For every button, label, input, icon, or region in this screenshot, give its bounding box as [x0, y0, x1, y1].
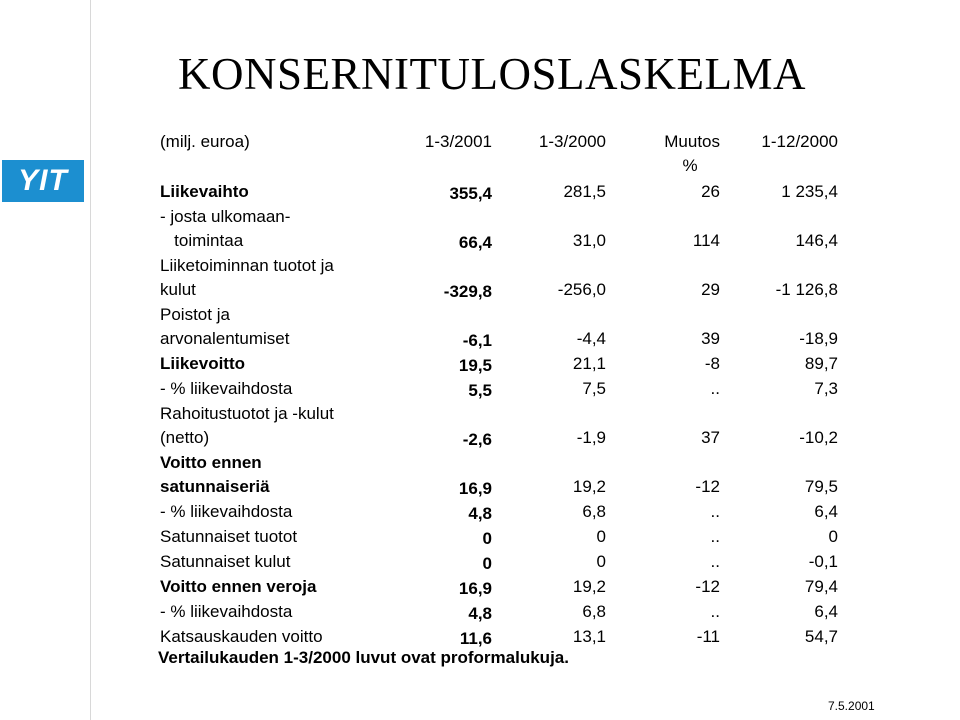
side-band	[0, 0, 91, 720]
table-body	[160, 180, 860, 650]
row-label: - % liikevaihdosta	[160, 602, 293, 621]
header-col-2000: 1-3/2000	[538, 132, 606, 151]
table-row	[160, 303, 860, 352]
row-value-c3: -12	[695, 577, 720, 596]
row-value-c1: -329,8	[443, 282, 492, 301]
row-value-c1: 0	[482, 529, 492, 548]
header-change-line2: %	[682, 156, 698, 175]
row-value-c3: ..	[710, 502, 720, 521]
header-col-full-year: 1-12/2000	[761, 132, 838, 151]
row-label: Satunnaiset kulut	[160, 552, 291, 571]
row-label: - % liikevaihdosta	[160, 379, 293, 398]
table-header	[160, 128, 860, 180]
header-unit-label: (milj. euroa)	[160, 132, 250, 151]
row-label: Liikevaihto	[160, 182, 249, 201]
row-label: Voitto ennen satunnaiseriä	[160, 453, 270, 496]
row-value-c4: 79,4	[804, 577, 838, 596]
date-stamp: 7.5.2001	[828, 699, 875, 713]
table-row	[160, 451, 860, 500]
row-value-c2: -4,4	[576, 329, 606, 348]
row-value-c2: 0	[596, 527, 606, 546]
row-label: Satunnaiset tuotot	[160, 527, 298, 546]
row-value-c3: 26	[701, 182, 720, 201]
logo-text: YIT	[18, 164, 68, 197]
row-value-c1: 355,4	[449, 184, 492, 203]
row-value-c1: 16,9	[458, 579, 492, 598]
row-value-c1: 11,6	[459, 629, 492, 648]
row-value-c3: 37	[701, 428, 720, 447]
row-value-c2: 0	[596, 552, 606, 571]
row-label: - % liikevaihdosta	[160, 502, 293, 521]
table-row	[160, 600, 860, 625]
table-row	[160, 254, 860, 303]
row-value-c3: -11	[696, 627, 720, 646]
table-row	[160, 180, 860, 205]
row-value-c1: -2,6	[462, 430, 492, 449]
row-value-c2: -1,9	[576, 428, 606, 447]
row-value-c2: 6,8	[582, 502, 606, 521]
row-value-c4: -18,9	[799, 329, 838, 348]
table-row	[160, 402, 860, 451]
row-value-c4: 7,3	[814, 379, 838, 398]
row-label: Rahoitustuotot ja -kulut (netto)	[160, 404, 334, 447]
table-row	[160, 575, 860, 600]
row-value-c2: 19,2	[572, 577, 606, 596]
row-value-c2: 21,1	[572, 354, 606, 373]
yit-logo	[2, 160, 84, 202]
row-value-c2: 31,0	[572, 231, 606, 250]
row-value-c4: 54,7	[804, 627, 838, 646]
row-label: Liiketoiminnan tuotot ja kulut	[160, 256, 334, 299]
row-value-c4: 0	[828, 527, 838, 546]
row-value-c1: 4,8	[468, 504, 492, 523]
row-value-c4: 6,4	[814, 502, 838, 521]
row-label: Voitto ennen veroja	[160, 577, 317, 596]
row-value-c1: 5,5	[468, 381, 492, 400]
row-value-c2: 19,2	[572, 477, 606, 496]
row-label: Poistot ja arvonalentumiset	[160, 305, 290, 348]
row-value-c3: -12	[695, 477, 720, 496]
table-row	[160, 500, 860, 525]
row-value-c2: 6,8	[582, 602, 606, 621]
row-value-c4: 79,5	[804, 477, 838, 496]
row-label: Katsauskauden voitto	[160, 627, 323, 646]
row-value-c3: ..	[710, 527, 720, 546]
row-value-c3: ..	[710, 379, 720, 398]
row-value-c3: ..	[710, 552, 720, 571]
row-value-c4: 1 235,4	[781, 182, 838, 201]
row-value-c4: -0,1	[808, 552, 838, 571]
header-change-line1: Muutos	[664, 132, 720, 151]
row-value-c3: -8	[704, 354, 720, 373]
income-statement-table	[160, 128, 860, 650]
table-row	[160, 525, 860, 550]
row-value-c4: -10,2	[799, 428, 838, 447]
table-row	[160, 205, 860, 254]
header-col-2001: 1-3/2001	[424, 132, 492, 151]
row-value-c4: 6,4	[814, 602, 838, 621]
table-row	[160, 550, 860, 575]
row-value-c4: -1 126,8	[775, 280, 838, 299]
row-value-c2: -256,0	[557, 280, 606, 299]
row-value-c1: -6,1	[462, 331, 492, 350]
table-row	[160, 352, 860, 377]
row-value-c2: 7,5	[582, 379, 606, 398]
table-row	[160, 625, 860, 650]
row-label: Liikevoitto	[160, 354, 246, 373]
row-value-c3: 39	[701, 329, 720, 348]
row-value-c1: 0	[482, 554, 492, 573]
row-value-c3: 29	[701, 280, 720, 299]
row-value-c3: 114	[692, 231, 720, 250]
row-label: - josta ulkomaan- toimintaa	[160, 207, 291, 250]
row-value-c1: 66,4	[458, 233, 492, 252]
header-col-change	[620, 130, 720, 178]
row-value-c2: 281,5	[563, 182, 606, 201]
slide-title: KONSERNITULOSLASKELMA	[178, 49, 806, 99]
row-value-c4: 89,7	[804, 354, 838, 373]
row-value-c3: ..	[710, 602, 720, 621]
footnote: Vertailukauden 1-3/2000 luvut ovat proformalukuja.	[158, 648, 569, 667]
row-value-c1: 4,8	[468, 604, 492, 623]
row-value-c4: 146,4	[795, 231, 838, 250]
table-row	[160, 377, 860, 402]
row-value-c1: 19,5	[458, 356, 492, 375]
row-value-c2: 13,1	[572, 627, 606, 646]
row-value-c1: 16,9	[458, 479, 492, 498]
